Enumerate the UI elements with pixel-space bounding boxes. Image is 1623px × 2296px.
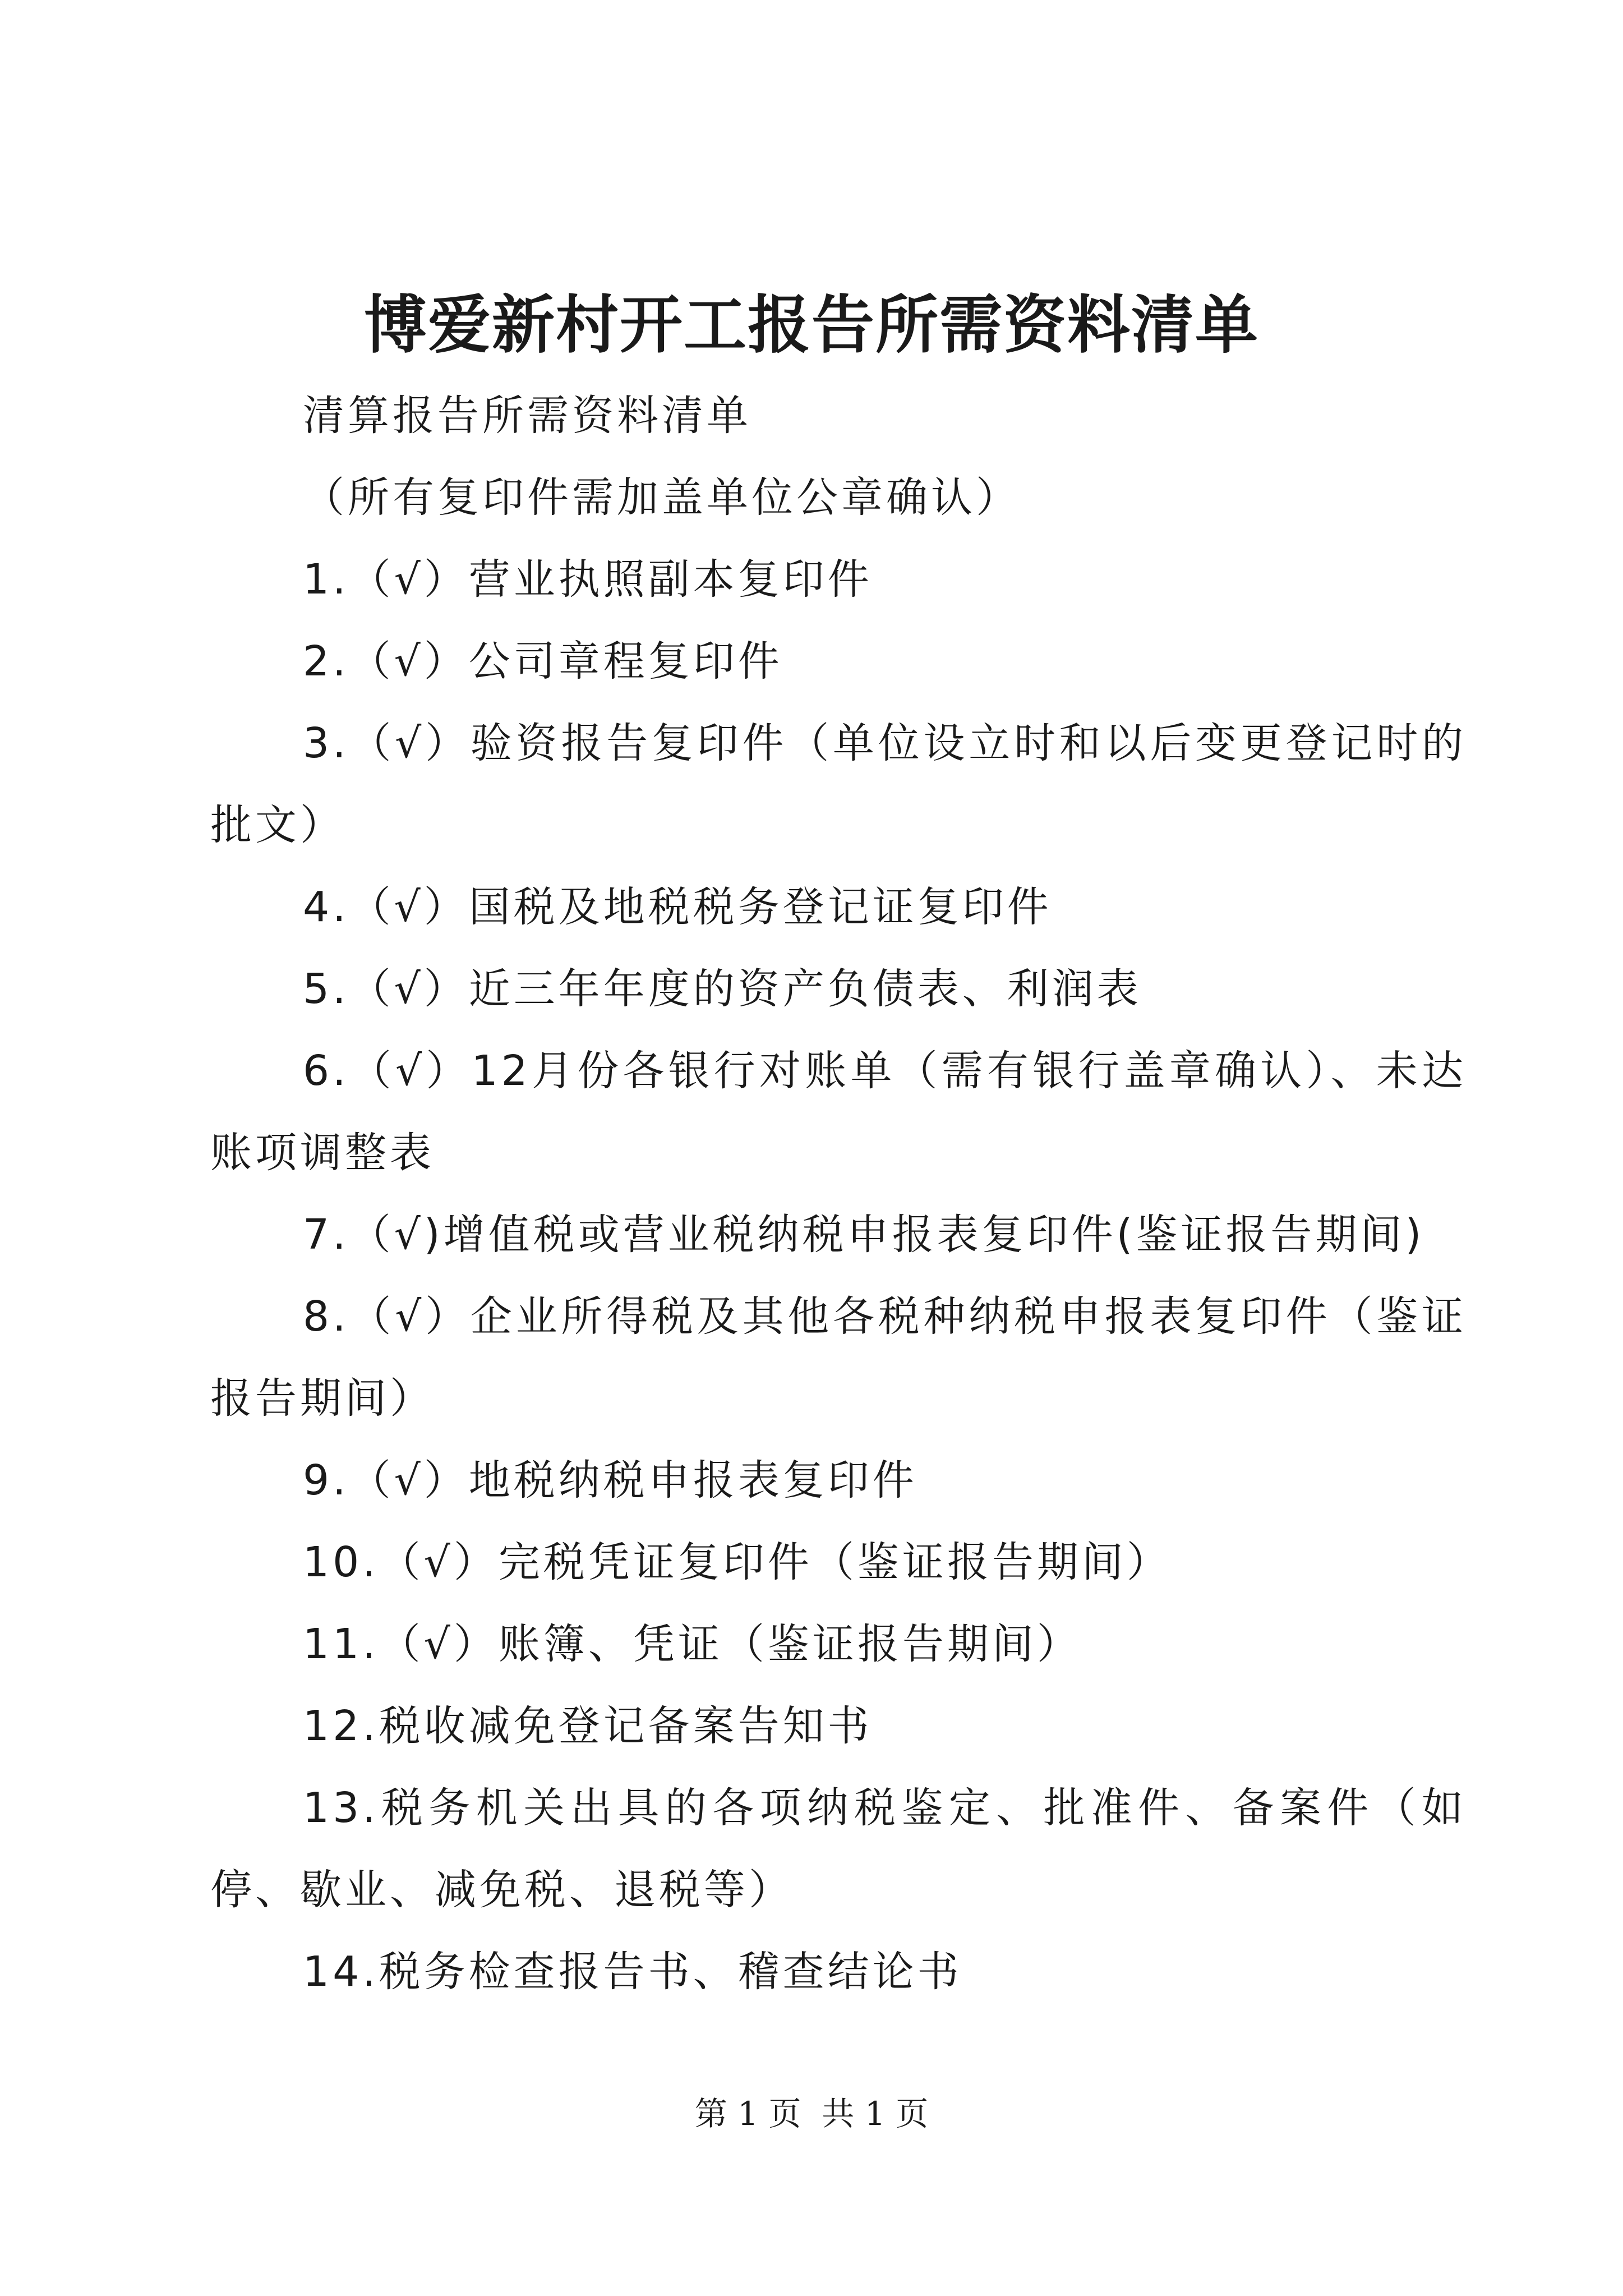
list-item: 13.税务机关出具的各项纳税鉴定、批准件、备案件（如停、歇业、减免税、退税等） xyxy=(210,1784,1467,1914)
body-paragraph: （所有复印件需加盖单位公章确认） xyxy=(303,473,1021,522)
list-item: 2.（√）公司章程复印件 xyxy=(303,637,783,685)
document-body xyxy=(210,375,1467,2013)
list-item: 6.（√）12月份各银行对账单（需有银行盖章确认）、未达账项调整表 xyxy=(210,1047,1467,1177)
body-paragraph: 清算报告所需资料清单 xyxy=(303,392,751,440)
list-item: 8.（√）企业所得税及其他各税种纳税申报表复印件（鉴证报告期间） xyxy=(210,1292,1467,1423)
list-item: 1.（√）营业执照副本复印件 xyxy=(303,555,873,604)
list-item: 12.税收减免登记备案告知书 xyxy=(303,1702,873,1750)
list-item: 4.（√）国税及地税税务登记证复印件 xyxy=(303,883,1052,931)
page-number: 第 1 页 共 1 页 xyxy=(694,2095,929,2133)
list-item: 7.（√)增值税或营业税纳税申报表复印件(鉴证报告期间) xyxy=(303,1211,1425,1259)
list-item: 9.（√）地税纳税申报表复印件 xyxy=(303,1456,917,1504)
list-item: 14.税务检查报告书、稽查结论书 xyxy=(303,1948,962,1996)
list-item: 3.（√）验资报告复印件（单位设立时和以后变更登记时的批文） xyxy=(210,719,1467,849)
document-title: 博爱新村开工报告所需资料清单 xyxy=(364,288,1259,362)
list-item: 11.（√）账簿、凭证（鉴证报告期间） xyxy=(303,1620,1082,1668)
page-footer xyxy=(0,2091,1623,2136)
list-item: 5.（√）近三年年度的资产负债表、利润表 xyxy=(303,965,1142,1013)
list-item: 10.（√）完税凭证复印件（鉴证报告期间） xyxy=(303,1538,1172,1586)
